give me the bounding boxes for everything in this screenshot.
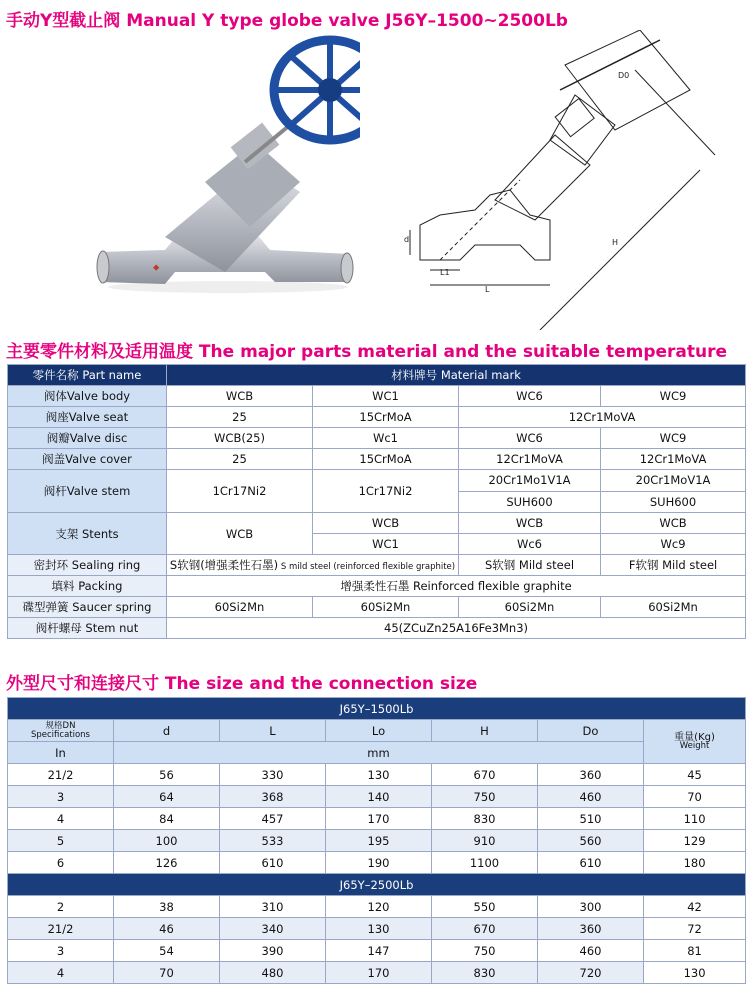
cell: 480 xyxy=(220,962,326,984)
spec-cn: 规格DN xyxy=(45,720,76,731)
cell: 2 xyxy=(8,896,114,918)
cell: 45 xyxy=(644,764,746,786)
cell: 3 xyxy=(8,786,114,808)
series-band-2500: J65Y–2500Lb xyxy=(8,874,746,896)
table-row xyxy=(8,618,746,639)
part-label: 阀体Valve body xyxy=(8,386,167,407)
cell: 21/2 xyxy=(8,764,114,786)
part-label: 阀杆螺母 Stem nut xyxy=(8,618,167,639)
cell: 25 xyxy=(167,449,313,470)
cell: 4 xyxy=(8,808,114,830)
cell: 60Si2Mn xyxy=(601,597,746,618)
cell: 830 xyxy=(432,808,538,830)
l-label: L xyxy=(485,285,490,294)
cell: S软钢 Mild steel xyxy=(459,555,601,576)
cell: 129 xyxy=(644,830,746,852)
part-label: 密封环 Sealing ring xyxy=(8,555,167,576)
cell: d xyxy=(114,720,220,742)
d-label: d xyxy=(404,235,410,244)
cell: 1Cr17Ni2 xyxy=(313,470,459,513)
cell: SUH600 xyxy=(601,491,746,513)
cell: 610 xyxy=(220,852,326,874)
table-row xyxy=(8,852,746,874)
cell: 60Si2Mn xyxy=(459,597,601,618)
part-label: 阀盖Valve cover xyxy=(8,449,167,470)
table-header-row xyxy=(8,365,746,386)
cell: 310 xyxy=(220,896,326,918)
material-mark-header: 材料牌号 Material mark xyxy=(167,365,746,386)
cell: Lo xyxy=(326,720,432,742)
cell: 130 xyxy=(326,764,432,786)
cell: 670 xyxy=(432,764,538,786)
cell: 1100 xyxy=(432,852,538,874)
table-row xyxy=(8,940,746,962)
cell: WC6 xyxy=(459,386,601,407)
spec-header xyxy=(8,720,114,742)
cell: 12Cr1MoVA xyxy=(601,449,746,470)
sealing-en: S mild steel (reinforced flexible graphite) xyxy=(278,562,456,572)
cell: 15CrMoA xyxy=(313,407,459,428)
cell: 130 xyxy=(326,918,432,940)
cell: 增强柔性石墨 Reinforced flexible graphite xyxy=(167,576,746,597)
cell: In xyxy=(8,742,114,764)
sealing-cn: S软钢(增强柔性石墨) xyxy=(169,558,279,572)
cell: 140 xyxy=(326,786,432,808)
cell: L xyxy=(220,720,326,742)
cell: 6 xyxy=(8,852,114,874)
cell: 72 xyxy=(644,918,746,940)
cell: 20Cr1MoV1A xyxy=(601,470,746,492)
cell: 126 xyxy=(114,852,220,874)
valve-photo xyxy=(95,32,360,294)
table-row xyxy=(8,470,746,492)
cell: 750 xyxy=(432,786,538,808)
table-row xyxy=(8,808,746,830)
cell: F软钢 Mild steel xyxy=(601,555,746,576)
weight-en: Weight xyxy=(679,740,710,751)
spec-en: Specifications xyxy=(30,729,90,740)
part-label: 碟型弹簧 Saucer spring xyxy=(8,597,167,618)
h-label: H xyxy=(612,238,619,247)
units-row xyxy=(8,742,746,764)
cell: Wc1 xyxy=(313,428,459,449)
do-label: D0 xyxy=(618,71,630,80)
cell: SUH600 xyxy=(459,491,601,513)
cell: 20Cr1Mo1V1A xyxy=(459,470,601,492)
table-row xyxy=(8,896,746,918)
cell: 510 xyxy=(538,808,644,830)
cell: 38 xyxy=(114,896,220,918)
cell: 533 xyxy=(220,830,326,852)
cell: 70 xyxy=(114,962,220,984)
series-band xyxy=(8,698,746,720)
table-row xyxy=(8,597,746,618)
cell: 25 xyxy=(167,407,313,428)
part-label: 阀座Valve seat xyxy=(8,407,167,428)
table-row xyxy=(8,764,746,786)
table-row xyxy=(8,786,746,808)
cell: 460 xyxy=(538,786,644,808)
series-band-1500: J65Y–1500Lb xyxy=(8,698,746,720)
cell: 190 xyxy=(326,852,432,874)
cell: 720 xyxy=(538,962,644,984)
cell: 550 xyxy=(432,896,538,918)
part-label: 支架 Stents xyxy=(8,513,167,555)
series-band xyxy=(8,874,746,896)
l1-label: L1 xyxy=(440,268,450,277)
materials-table xyxy=(7,364,746,639)
cell: 56 xyxy=(114,764,220,786)
cell: 670 xyxy=(432,918,538,940)
cell xyxy=(167,555,459,576)
cell: 195 xyxy=(326,830,432,852)
cell: 170 xyxy=(326,962,432,984)
cell: 830 xyxy=(432,962,538,984)
part-label: 填料 Packing xyxy=(8,576,167,597)
cell: 64 xyxy=(114,786,220,808)
cell: 750 xyxy=(432,940,538,962)
cell: 46 xyxy=(114,918,220,940)
table-row xyxy=(8,513,746,534)
cell: 100 xyxy=(114,830,220,852)
cell: H xyxy=(432,720,538,742)
cell: 15CrMoA xyxy=(313,449,459,470)
cell: 610 xyxy=(538,852,644,874)
cell: WCB xyxy=(167,386,313,407)
table-row xyxy=(8,428,746,449)
cell: 390 xyxy=(220,940,326,962)
cell: 5 xyxy=(8,830,114,852)
cell: 360 xyxy=(538,918,644,940)
cell: Wc9 xyxy=(601,534,746,555)
table-row xyxy=(8,449,746,470)
cell: 560 xyxy=(538,830,644,852)
cell: WC9 xyxy=(601,428,746,449)
cell: 330 xyxy=(220,764,326,786)
cell: 4 xyxy=(8,962,114,984)
cell: 147 xyxy=(326,940,432,962)
cell: 360 xyxy=(538,764,644,786)
cell: WC6 xyxy=(459,428,601,449)
cell: WC1 xyxy=(313,386,459,407)
cell: 81 xyxy=(644,940,746,962)
materials-section-title: 主要零件材料及适用温度 The major parts material and the suitable temperature xyxy=(6,342,728,362)
cell: 910 xyxy=(432,830,538,852)
cell: 42 xyxy=(644,896,746,918)
cell: 12Cr1MoVA xyxy=(459,449,601,470)
cell: WC1 xyxy=(313,534,459,555)
cell: 21/2 xyxy=(8,918,114,940)
table-row xyxy=(8,407,746,428)
table-row xyxy=(8,386,746,407)
table-header-row xyxy=(8,720,746,742)
cell: 54 xyxy=(114,940,220,962)
part-name-header: 零件名称 Part name xyxy=(8,365,167,386)
cell: WCB xyxy=(313,513,459,534)
valve-drawing xyxy=(400,30,730,330)
cell: WCB xyxy=(459,513,601,534)
cell: 45(ZCuZn25A16Fe3Mn3) xyxy=(167,618,746,639)
cell: 60Si2Mn xyxy=(313,597,459,618)
cell: 180 xyxy=(644,852,746,874)
page-title: 手动Y型截止阀 Manual Y type globe valve J56Y–1500~2500Lb xyxy=(6,11,568,31)
table-row xyxy=(8,830,746,852)
weight-cn: 重量(Kg) xyxy=(674,731,715,743)
cell: WCB(25) xyxy=(167,428,313,449)
table-row xyxy=(8,962,746,984)
part-label: 阀杆Valve stem xyxy=(8,470,167,513)
table-row xyxy=(8,918,746,940)
cell: Do xyxy=(538,720,644,742)
cell: 3 xyxy=(8,940,114,962)
cell: 170 xyxy=(326,808,432,830)
cell: 340 xyxy=(220,918,326,940)
cell: 457 xyxy=(220,808,326,830)
table-row xyxy=(8,555,746,576)
cell: 110 xyxy=(644,808,746,830)
cell: 130 xyxy=(644,962,746,984)
cell: mm xyxy=(114,742,644,764)
cell: 460 xyxy=(538,940,644,962)
cell: 70 xyxy=(644,786,746,808)
cell: WCB xyxy=(601,513,746,534)
cell: 368 xyxy=(220,786,326,808)
cell: 84 xyxy=(114,808,220,830)
cell: 12Cr1MoVA xyxy=(459,407,746,428)
cell: 300 xyxy=(538,896,644,918)
table-row xyxy=(8,576,746,597)
cell: WC9 xyxy=(601,386,746,407)
svg-text:⬥: ⬥ xyxy=(153,263,160,273)
sizes-section-title: 外型尺寸和连接尺寸 The size and the connection size xyxy=(6,674,478,694)
cell: Wc6 xyxy=(459,534,601,555)
cell: 120 xyxy=(326,896,432,918)
cell: 60Si2Mn xyxy=(167,597,313,618)
sizes-table xyxy=(7,697,746,984)
cell: WCB xyxy=(167,513,313,555)
weight-header xyxy=(644,720,746,764)
cell: 1Cr17Ni2 xyxy=(167,470,313,513)
part-label: 阀瓣Valve disc xyxy=(8,428,167,449)
